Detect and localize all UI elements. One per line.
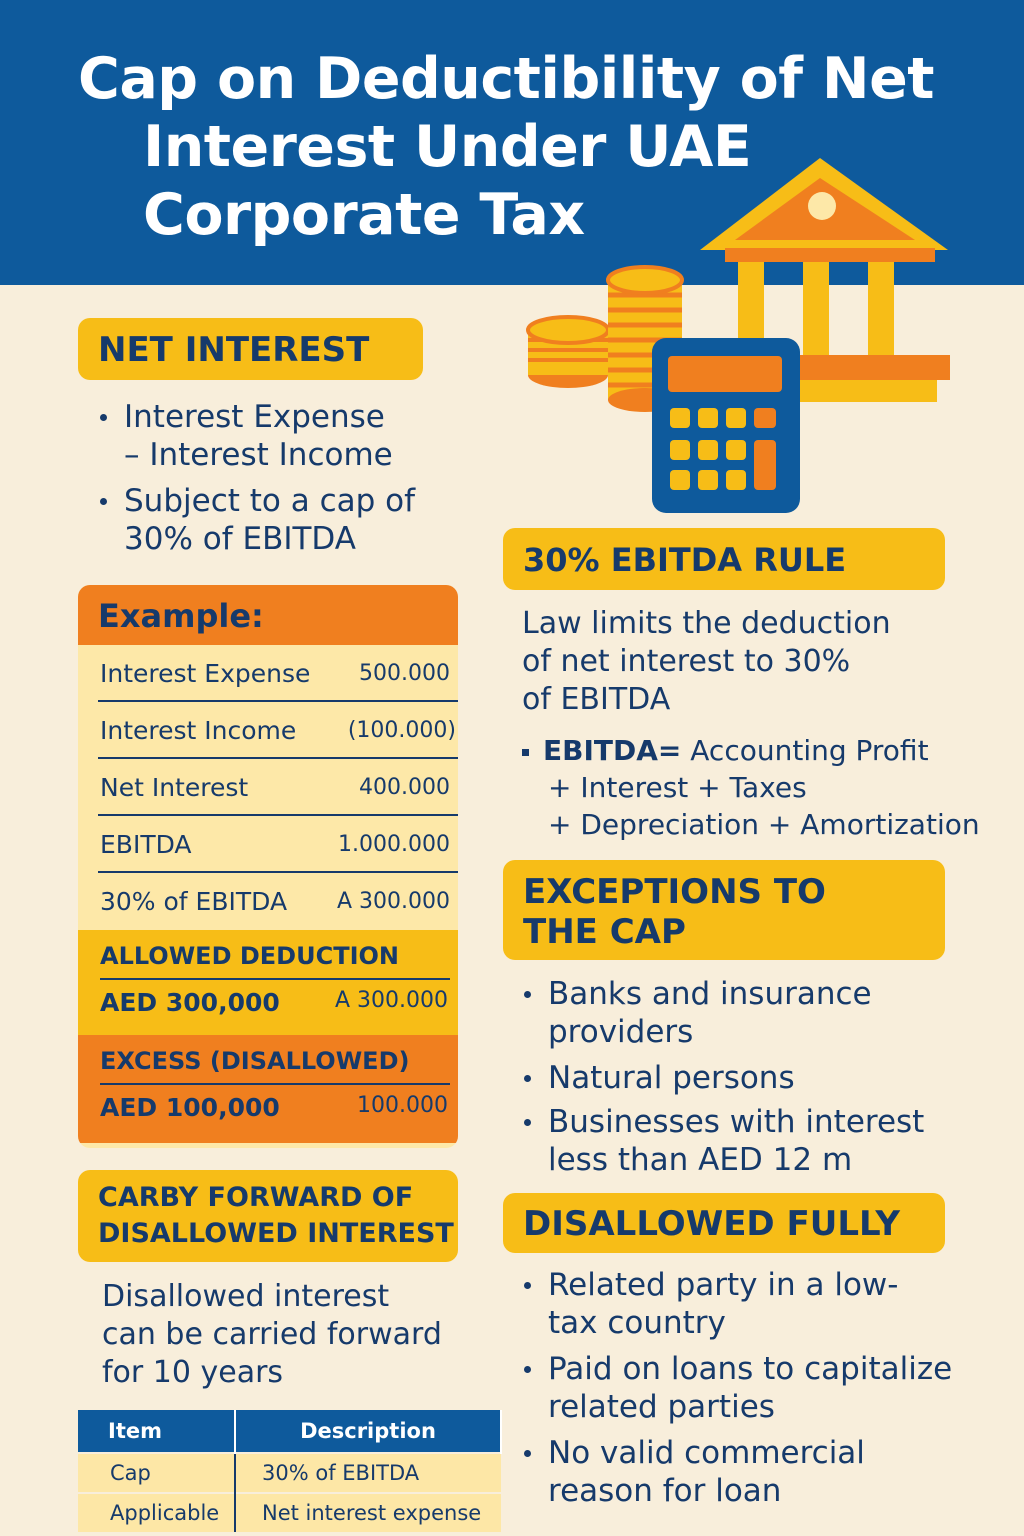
- disallowed-fully-list: [522, 1266, 982, 1510]
- table-row: [98, 873, 458, 930]
- table-cell: Applicable: [78, 1493, 235, 1532]
- allowed-deduction-band: [78, 930, 458, 1035]
- exceptions-heading-line: EXCEPTIONS TO: [523, 872, 826, 912]
- table-row: [78, 1453, 501, 1493]
- list-item: [98, 398, 478, 474]
- carry-forward-heading-line: DISALLOWED INTEREST: [98, 1218, 454, 1249]
- excess-disallowed-amount: AED 100,000: [100, 1093, 280, 1122]
- allowed-deduction-value: A 300.000: [334, 988, 448, 1013]
- row-value: 400.000: [359, 775, 450, 800]
- text-line: of net interest to 30%: [522, 644, 851, 679]
- bullet-line: – Interest Income: [124, 437, 393, 473]
- bullet-line: Natural persons: [548, 1060, 795, 1096]
- carry-forward-heading-line: CARBY FORWARD OF: [98, 1182, 414, 1213]
- table-cell: Net interest expense: [235, 1493, 501, 1532]
- bullet-line: reason for loan: [548, 1473, 782, 1509]
- example-card: [78, 585, 458, 1148]
- list-item: [522, 1434, 982, 1510]
- carry-forward-text: [102, 1278, 442, 1392]
- disallowed-fully-heading-text: DISALLOWED FULLY: [523, 1204, 900, 1244]
- text-line: Law limits the deduction: [522, 606, 891, 641]
- row-value: 500.000: [359, 661, 450, 686]
- ebitda-rule-text: [522, 605, 891, 719]
- row-value: (100.000): [347, 718, 456, 743]
- square-bullet-icon: [522, 749, 529, 756]
- ebitda-formula: [522, 732, 980, 843]
- table-row: [98, 759, 458, 816]
- row-value: 1.000.000: [338, 832, 450, 857]
- list-item: [522, 1059, 962, 1097]
- ebitda-rule-heading: [503, 528, 945, 590]
- example-heading: Example:: [78, 585, 458, 645]
- bullet-line: tax country: [548, 1305, 726, 1341]
- page-title-line-3: Corporate Tax: [143, 182, 585, 248]
- formula-label: EBITDA=: [543, 734, 682, 767]
- excess-disallowed-value: 100.000: [357, 1093, 448, 1118]
- text-line: for 10 years: [102, 1355, 284, 1390]
- row-value: A 300.000: [336, 889, 450, 914]
- list-item: [98, 482, 478, 558]
- bullet-line: Businesses with interest: [548, 1104, 925, 1140]
- excess-disallowed-title: EXCESS (DISALLOWED): [100, 1047, 450, 1085]
- text-line: of EBITDA: [522, 682, 671, 717]
- formula-line: + Interest + Taxes: [548, 771, 807, 804]
- text-line: can be carried forward: [102, 1317, 442, 1352]
- table-row: [98, 816, 458, 873]
- bullet-line: Banks and insurance: [548, 976, 872, 1012]
- row-label: Net Interest: [100, 773, 249, 802]
- allowed-deduction-amount: AED 300,000: [100, 988, 280, 1017]
- text-line: Disallowed interest: [102, 1279, 390, 1314]
- bullet-line: providers: [548, 1014, 694, 1050]
- table-row: [98, 702, 458, 759]
- list-item: [522, 1350, 982, 1426]
- bullet-line: Subject to a cap of: [124, 483, 416, 519]
- bullet-line: Paid on loans to capitalize: [548, 1351, 953, 1387]
- table-cell: 30% of EBITDA: [235, 1453, 501, 1493]
- formula-line: [522, 732, 962, 769]
- table-header-row: [78, 1410, 501, 1453]
- row-label: 30% of EBITDA: [100, 887, 288, 916]
- bullet-line: related parties: [548, 1389, 775, 1425]
- table-cell: Cap: [78, 1453, 235, 1493]
- table-row: [78, 1493, 501, 1532]
- ebitda-rule-heading-text: 30% EBITDA RULE: [523, 541, 847, 579]
- row-label: Interest Expense: [100, 659, 311, 688]
- excess-disallowed-band: [78, 1035, 458, 1143]
- exceptions-heading-line: THE CAP: [523, 912, 686, 952]
- bullet-line: No valid commercial: [548, 1435, 865, 1471]
- formula-line: + Depreciation + Amortization: [548, 808, 980, 841]
- table-row: [98, 645, 458, 702]
- net-interest-heading: [78, 318, 423, 380]
- bullet-line: less than AED 12 m: [548, 1142, 853, 1178]
- allowed-deduction-title: ALLOWED DEDUCTION: [100, 942, 450, 980]
- net-interest-list: [98, 398, 478, 558]
- row-label: EBITDA: [100, 830, 192, 859]
- exceptions-heading: [503, 860, 945, 960]
- formula-text: Accounting Profit: [681, 734, 929, 767]
- column-header-description: Description: [235, 1410, 501, 1453]
- column-header-item: Item: [78, 1410, 235, 1453]
- disallowed-fully-heading: [503, 1193, 945, 1253]
- summary-table: [78, 1410, 502, 1532]
- net-interest-heading-text: NET INTEREST: [98, 330, 370, 370]
- page-title-line-2: Interest Under UAE: [143, 114, 752, 180]
- carry-forward-heading: [78, 1170, 458, 1262]
- calculator-icon: [652, 338, 800, 513]
- row-label: Interest Income: [100, 716, 297, 745]
- exceptions-list: [522, 975, 962, 1179]
- bullet-line: Interest Expense: [124, 399, 385, 435]
- bullet-line: 30% of EBITDA: [124, 521, 356, 557]
- page-title-line-1: Cap on Deductibility of Net: [78, 46, 935, 112]
- bullet-line: Related party in a low-: [548, 1267, 899, 1303]
- list-item: [522, 1103, 962, 1179]
- list-item: [522, 975, 962, 1051]
- finance-illustration: [520, 150, 960, 520]
- list-item: [522, 1266, 982, 1342]
